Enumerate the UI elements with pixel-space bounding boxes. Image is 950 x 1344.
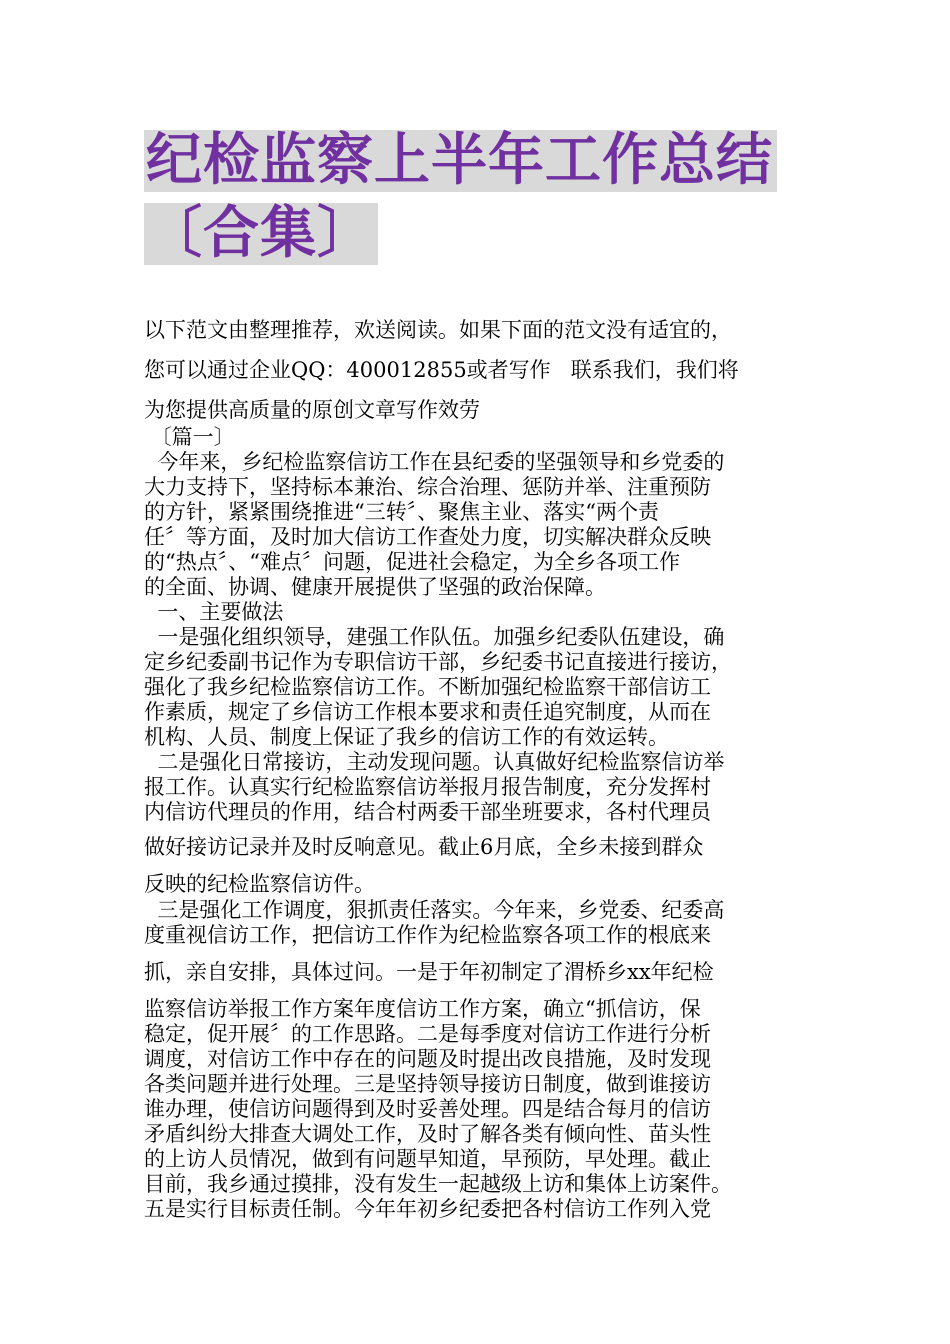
body-line: 各类问题并进行处理。三是坚持领导接访日制度，做到谁接访 [144,1072,711,1096]
body-line: 内信访代理员的作用，结合村两委干部坐班要求，各村代理员 [144,800,711,824]
body-line: 报工作。认真实行纪检监察信访举报月报告制度，充分发挥村 [144,775,711,799]
body-line: 〔篇一〕 [144,425,235,449]
body-line: 稳定，促开展〞的工作思路。二是每季度对信访工作进行分析 [144,1022,711,1046]
body-line: 目前，我乡通过摸排，没有发生一起越级上访和集体上访案件。 [144,1172,732,1196]
body-line: 谁办理，使信访问题得到及时妥善处理。四是结合每月的信访 [144,1097,711,1121]
body-line: 监察信访举报工作方案年度信访工作方案，确立“抓信访，保 [144,997,701,1021]
body-line: 三是强化工作调度，狠抓责任落实。今年来，乡党委、纪委高 [144,898,725,922]
body-line: 的方针，紧紧围绕推进“三转〞、聚焦主业、落实“两个责 [144,500,659,524]
body-line: 作素质，规定了乡信访工作根本要求和责任追究制度，从而在 [144,700,711,724]
body-line: 抓，亲自安排，具体过问。一是于年初制定了渭桥乡xx年纪检 [144,960,714,984]
body-line: 大力支持下，坚持标本兼治、综合治理、惩防并举、注重预防 [144,475,711,499]
body-line: 五是实行目标责任制。今年年初乡纪委把各村信访工作列入党 [144,1197,711,1221]
body-line: 矛盾纠纷大排查大调处工作，及时了解各类有倾向性、苗头性 [144,1122,711,1146]
body-line: 的上访人员情况，做到有问题早知道，早预防，早处理。截止 [144,1147,711,1171]
body-line: 一、主要做法 [144,600,284,624]
body-line: 二是强化日常接访，主动发现问题。认真做好纪检监察信访举 [144,750,725,774]
body-line: 反映的纪检监察信访件。 [144,872,375,896]
body-line: 今年来，乡纪检监察信访工作在县纪委的坚强领导和乡党委的 [144,450,725,474]
body-line: 定乡纪委副书记作为专职信访干部，乡纪委书记直接进行接访， [144,650,732,674]
document-title-line-1: 纪检监察上半年工作总结 [144,130,777,192]
body-line: 一是强化组织领导，建强工作队伍。加强乡纪委队伍建设，确 [144,625,725,649]
body-line: 强化了我乡纪检监察信访工作。不断加强纪检监察干部信访工 [144,675,711,699]
body-line: 机构、人员、制度上保证了我乡的信访工作的有效运转。 [144,725,669,749]
body-line: 度重视信访工作，把信访工作作为纪检监察各项工作的根底来 [144,923,711,947]
body-line: 调度，对信访工作中存在的问题及时提出改良措施，及时发现 [144,1047,711,1071]
body-line: 您可以通过企业QQ：400012855或者写作 联系我们，我们将 [144,358,739,382]
body-line: 的“热点〞、“难点〞问题，促进社会稳定，为全乡各项工作 [144,550,680,574]
document-title-line-2: 〔合集〕 [144,203,378,265]
body-line: 的全面、协调、健康开展提供了坚强的政治保障。 [144,575,606,599]
body-line: 做好接访记录并及时反响意见。截止6月底，全乡未接到群众 [144,835,704,859]
body-line: 为您提供高质量的原创文章写作效劳 [144,398,480,422]
body-line: 以下范文由整理推荐，欢送阅读。如果下面的范文没有适宜的， [144,318,732,342]
body-line: 任〞等方面，及时加大信访工作查处力度，切实解决群众反映 [144,525,711,549]
